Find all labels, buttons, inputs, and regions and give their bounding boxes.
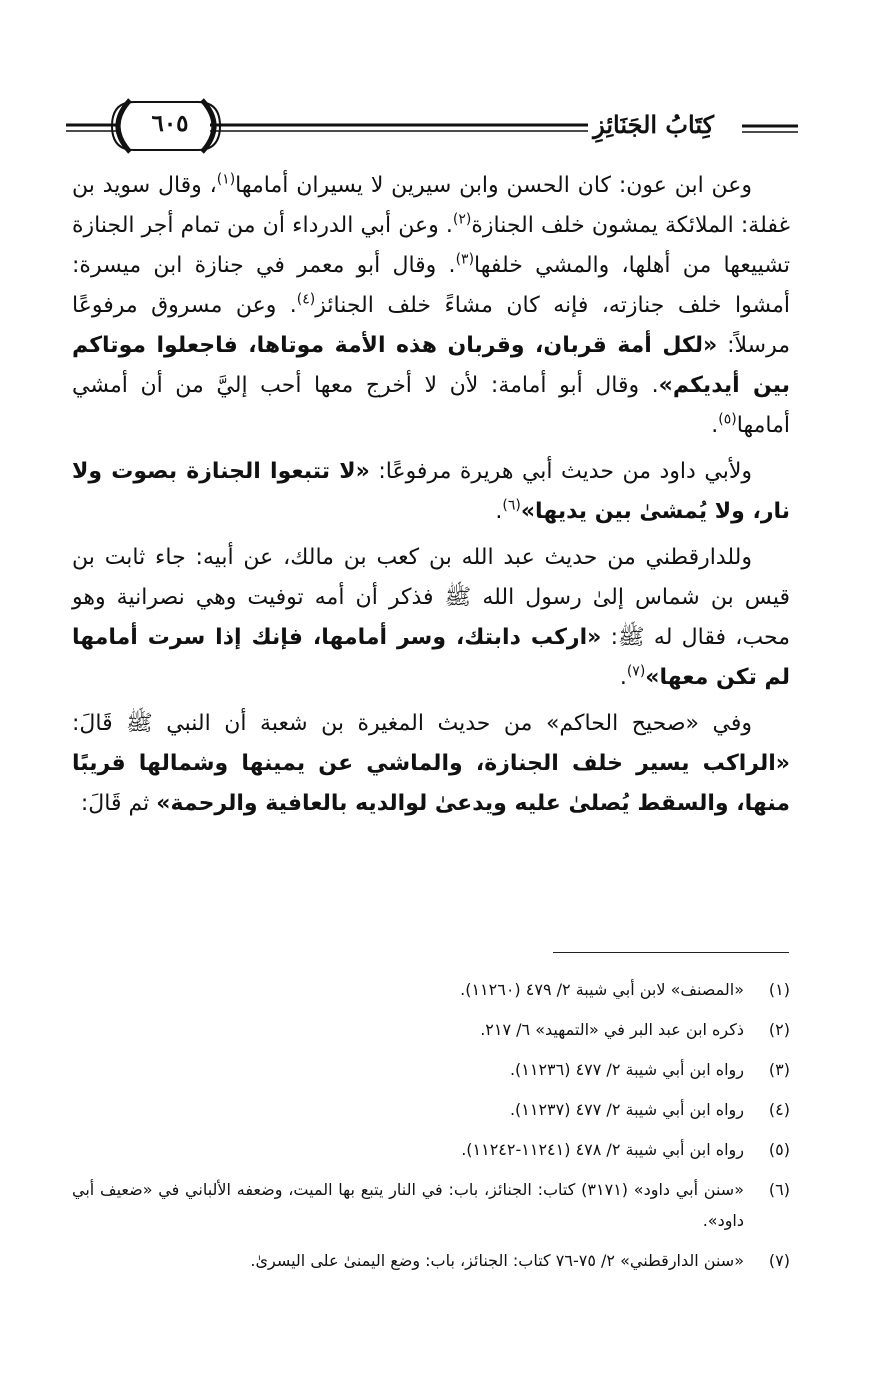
footnote-number: (٢) [768,1020,790,1039]
footnote [72,1134,790,1165]
footnote [72,1245,790,1276]
paragraph [72,704,790,824]
hadith-quote: «اركب دابتك، وسر أمامها، فإنك إذا سرت أمامها لم تكن معها» [72,625,790,690]
footnote [72,1174,790,1236]
footnote-text: «المصنف» لابن أبي شيبة ٢/ ٤٧٩ (١١٢٦٠). [460,980,744,999]
text-segment: . [495,499,503,524]
text-segment: وللدارقطني من حديث عبد الله بن كعب بن مالك، عن أبيه: جاء ثابت بن قيس بن شماس إلىٰ رسول الله ﷺ فذكر أن أمه توفيت وهي نصرانية وهو محب، فقال له ﷺ: [72,545,790,650]
footnote-marker: (٥) [718,411,737,428]
footnote [72,974,790,1005]
footnote [72,1094,790,1125]
footnote-text: «سنن الدارقطني» ٢/ ٧٥-٧٦ كتاب: الجنائز، باب: وضع اليمنىٰ على اليسرىٰ. [250,1251,744,1270]
footnote-text: «سنن أبي داود» (٣١٧١) كتاب: الجنائز، باب: في النار يتبع بها الميت، وضعفه الألباني في «ضعيف أبي داود». [72,1180,745,1230]
footnote-number: (٧) [768,1251,790,1270]
footnote-number: (٦) [768,1180,790,1199]
footnote-marker: (٧) [626,663,646,680]
page-number: ٦٠٥ [151,110,189,137]
running-header [60,96,800,160]
footnote-text: رواه ابن أبي شيبة ٢/ ٤٧٧ (١١٢٣٦). [509,1060,744,1079]
text-segment: ولأبي داود من حديث أبي هريرة مرفوعًا: [369,459,753,484]
main-text [72,166,790,830]
hadith-quote: «لكل أمة قربان، وقربان هذه الأمة موتاها، فاجعلوا موتاكم بين أيديكم» [72,333,790,398]
text-segment: . [711,413,719,438]
text-segment: . وقال أبو معمر في جنازة ابن ميسرة: أمشوا خلف جنازته، فإنه كان مشاءً خلف الجنائز [72,253,790,318]
paragraph [72,452,790,532]
footnote-marker: (٢) [452,211,472,228]
footnote-marker: (٣) [455,251,475,268]
footnote-text: ذكره ابن عبد البر في «التمهيد» ٦/ ٢١٧. [480,1020,744,1039]
footnote-marker: (٤) [296,291,316,308]
paragraph [72,538,790,698]
text-segment: . وعن أبي الدرداء أن من تمام أجر الجنازة تشييعها من أهلها، والمشي خلفها [72,213,791,278]
footnote-number: (١) [768,980,790,999]
hadith-quote: «الراكب يسير خلف الجنازة، والماشي عن يمينها وشمالها قريبًا منها، والسقط يُصلىٰ عليه ويدعىٰ لوالديه بالعافية والرحمة» [72,751,790,816]
text-segment: . وقال أبو أمامة: لأن لا أخرج معها أحب إليَّ من أن أمشي أمامها [72,373,790,438]
footnote [72,1014,790,1045]
footnote-number: (٤) [768,1100,790,1119]
footnote-marker: (١) [216,171,236,188]
text-segment: . وعن مسروق مرفوعًا مرسلاً: [72,293,790,358]
footnote [72,1054,790,1085]
footnote-text: رواه ابن أبي شيبة ٢/ ٤٧٧ (١١٢٣٧). [509,1100,744,1119]
text-segment: وعن ابن عون: كان الحسن وابن سيرين لا يسيران أمامها [235,173,752,198]
footnote-text: رواه ابن أبي شيبة ٢/ ٤٧٨ (١١٢٤١-١١٢٤٢). [461,1140,744,1159]
footnote-separator [553,952,789,953]
footnotes [72,974,790,1285]
footnote-marker: (٦) [502,497,521,514]
text-segment: وفي «صحيح الحاكم» من حديث المغيرة بن شعبة أن النبي ﷺ قَالَ: [72,711,752,736]
paragraph [72,166,790,446]
footnote-number: (٣) [768,1060,790,1079]
text-segment: ، وقال سويد بن غفلة: الملائكة يمشون خلف الجنازة [72,173,790,238]
text-segment: . [619,665,627,690]
footnote-number: (٥) [768,1140,790,1159]
hadith-quote: «لا تتبعوا الجنازة بصوت ولا نار، ولا يُمشىٰ بين يديها» [72,459,790,524]
book-title: كِتَابُ الجَنَائِزِ [593,110,714,139]
text-segment: ثم قَالَ: [80,791,157,816]
